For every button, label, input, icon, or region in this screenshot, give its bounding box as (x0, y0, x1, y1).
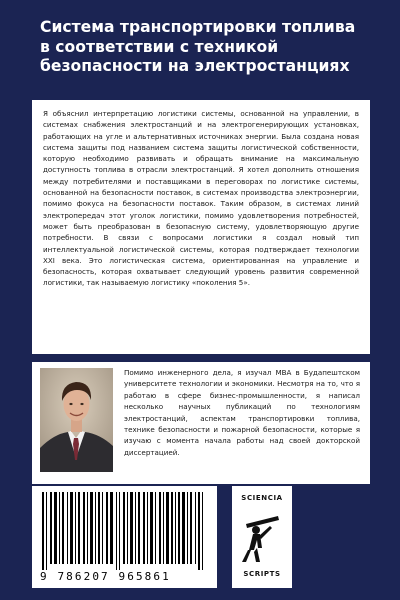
author-bio: Помимо инженерного дела, я изучал MBA в Будапештском университете технологии и экономики. Несмотря на то, что я работаю в сфере бизнес-промышленности, я написал несколько научных публикаций по технологиям электростанций, аспектам транспортировки топлива, технике безопасности и пожарной безопасности, которые я изучаю с момента начала работы над своей докторской диссертацией. (124, 368, 360, 457)
publisher-logo (232, 486, 292, 588)
description-panel (32, 100, 370, 354)
book-description: Я объяснил интерпретацию логистики системы, основанной на управлении, в системах снабжения электростанций и на электрогенерирующих установках, работающих на угле и альтернативных источниках энергии. Была создана новая система защиты под названием система защиты логистической собственности, которую необходимо развивать и обращать внимание на максимальную доступность топлива в отрасли электростанций. Я хотел дополнить отношения между потребителями и поставщиками в переговорах по логистике системы, основанной на безопасности поставок, в системах производства электроэнергии, помимо фокуса на безопасности поставок. Таким образом, в системах линий электропередач этот уголок логистики, помимо удовлетворения потребностей, может быть преобразован в безопасную систему, удовлетворяющую другие потребности. В связи с вопросами логистики я создал новый тип интеллектуальной логистической системы, которая подтверждает технологии XXI века. Это логистическая система, ориентированная на управление и безопасность, которая охватывает следующий уровень развития современной логистики, так называемую логистику «поколения 5». (43, 109, 359, 288)
book-title: Система транспортировки топлива в соответствии с техникой безопасности на электростанциях (40, 18, 356, 75)
man-with-telescope-icon (232, 506, 292, 566)
author-photo (40, 368, 113, 472)
publisher-name-top: SCIENCIA (241, 494, 283, 502)
barcode-graphic (32, 486, 217, 570)
isbn-digits: 9 786207 965861 (40, 570, 171, 583)
author-panel (32, 362, 370, 484)
isbn-barcode (32, 486, 217, 588)
publisher-name-bottom: SCRIPTS (243, 570, 281, 578)
author-portrait-image (40, 368, 113, 472)
